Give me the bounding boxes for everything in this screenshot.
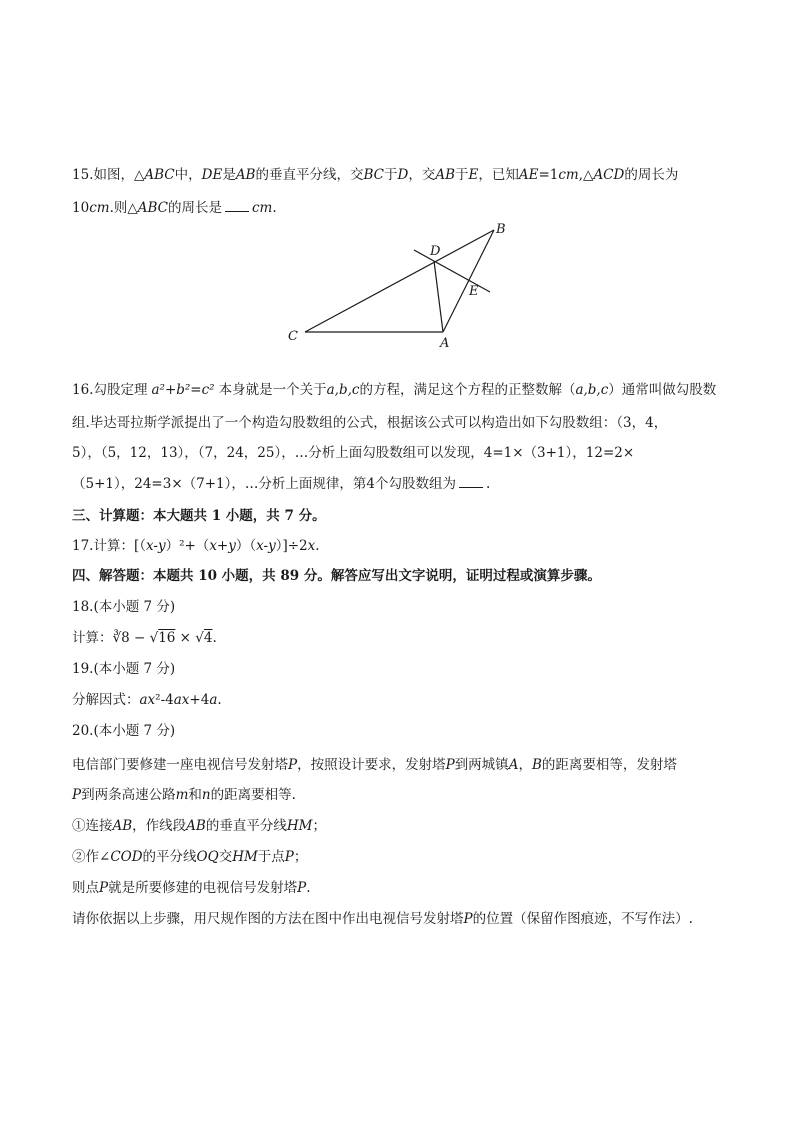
var-e: E xyxy=(468,167,479,183)
unit-cm: cm xyxy=(252,200,273,216)
q20-text: ，作线段 xyxy=(132,818,187,834)
unit-cm: cm xyxy=(558,167,579,183)
label-e: E xyxy=(469,284,479,299)
q20-text: 到两条高速公路 xyxy=(81,787,176,803)
var-abc: ABC xyxy=(144,167,175,183)
var-b: B xyxy=(531,757,542,773)
var-p: P xyxy=(284,849,294,865)
q15-text: . xyxy=(272,200,277,216)
q20-heading: 20.(本小题 7 分) xyxy=(72,723,176,739)
q17-text: . xyxy=(315,538,320,554)
q16-text: ）通常叫做勾股数 xyxy=(608,382,717,398)
section-3-heading: 三、计算题：本大题共 1 小题，共 7 分。 xyxy=(72,508,326,524)
var-ab: AB xyxy=(186,818,206,834)
var-ab: AB xyxy=(112,818,133,834)
side-cb xyxy=(305,230,494,332)
var-d: D xyxy=(397,167,409,183)
var-abc: ABC xyxy=(137,200,168,216)
q15-text: 的周长为 xyxy=(624,167,679,183)
q20-text: 交 xyxy=(218,849,233,865)
q19-text: . xyxy=(217,692,222,708)
q15-text: , xyxy=(578,167,584,183)
q20-text: ，按照设计要求，发射塔 xyxy=(297,757,446,773)
q20-text: . xyxy=(306,880,311,896)
q15-text: 是 xyxy=(222,167,236,183)
var-n: n xyxy=(201,787,211,803)
var-abc-list: a,b,c xyxy=(326,382,360,398)
q20-instruction xyxy=(72,909,693,929)
answer-blank[interactable] xyxy=(459,474,483,488)
q16-text: 16.勾股定理 xyxy=(72,382,148,398)
var-de: DE xyxy=(201,167,223,183)
q20-text: 和 xyxy=(188,787,202,803)
q20-text: 电信部门要修建一座电视信号发射塔 xyxy=(72,757,288,773)
q20-text: ； xyxy=(293,849,308,865)
var-p: P xyxy=(445,757,455,773)
var-p: P xyxy=(297,880,307,896)
q16-line-2: 组.毕达哥拉斯学派提出了一个构造勾股数组的公式，根据该公式可以构造出如下勾股数组：（3，4， xyxy=(72,415,668,431)
label-a: A xyxy=(440,336,450,351)
q15-text: 10 xyxy=(72,200,90,216)
var-abc-list: a,b,c xyxy=(575,382,609,398)
q20-text: 于点 xyxy=(257,849,285,865)
var-m: m xyxy=(175,787,189,803)
pythagorean-formula: a²+b²=c² xyxy=(151,382,215,398)
var-acd: ACD xyxy=(593,167,625,183)
expr-x-minus-y: x-y xyxy=(256,538,276,554)
q15-text: 于 xyxy=(384,167,398,183)
radical: × √ xyxy=(175,630,204,646)
q16-line-3: 5），（5，12，13），（7，24，25），…分析上面勾股数组可以发现，4=1×（3+1），12=2× xyxy=(72,445,635,461)
q20-step-1 xyxy=(72,816,326,836)
q15-text: 中， xyxy=(174,167,202,183)
q15-text: .则△ xyxy=(109,200,138,216)
q16-line-1 xyxy=(72,380,716,400)
q20-text: 的垂直平分线 xyxy=(205,818,287,834)
var-p: P xyxy=(463,911,473,927)
q18-heading: 18.(本小题 7 分) xyxy=(72,599,176,615)
q19-text: ²-4 xyxy=(155,692,174,708)
q15-text: 的周长是 xyxy=(168,200,222,216)
q20-line-2 xyxy=(72,785,296,805)
q19-expression xyxy=(72,690,222,710)
q20-text: 的平分线 xyxy=(142,849,197,865)
q15-line-1 xyxy=(72,165,678,185)
q20-text: 的距离要相等，发射塔 xyxy=(541,757,677,773)
var-hm: HM xyxy=(286,818,313,834)
term: a xyxy=(209,692,218,708)
term: ax xyxy=(139,692,156,708)
q15-text: 于 xyxy=(455,167,469,183)
q17-text: ）（ xyxy=(235,538,257,554)
q20-text: 则点 xyxy=(72,880,99,896)
var-oq: OQ xyxy=(196,849,219,865)
q20-line-1 xyxy=(72,755,677,775)
q16-text: 的方程，满足这个方程的正整数解（ xyxy=(359,382,576,398)
q18-expression xyxy=(72,628,217,648)
var-a: A xyxy=(508,757,519,773)
q18-label: 计算： xyxy=(72,630,113,646)
label-c: C xyxy=(288,329,298,344)
side-ab xyxy=(443,230,494,332)
segment-da xyxy=(434,261,443,332)
q16-text: . xyxy=(485,476,491,492)
var-p: P xyxy=(72,787,82,803)
q20-text: ②作∠ xyxy=(72,849,111,865)
q20-text: 就是所要修建的电视信号发射塔 xyxy=(108,880,298,896)
var-x: x xyxy=(307,538,316,554)
radicand: 16 xyxy=(158,630,176,646)
answer-blank[interactable] xyxy=(225,198,249,212)
q20-step-2 xyxy=(72,847,307,867)
label-d: D xyxy=(430,244,441,259)
q18-text: . xyxy=(212,630,217,646)
triangle-figure xyxy=(280,218,520,353)
q19-label: 分解因式： xyxy=(72,692,140,708)
q15-text: 15.如图， xyxy=(72,167,134,183)
perpendicular-bisector-de xyxy=(414,250,490,292)
radicand: 4 xyxy=(203,630,213,646)
var-p: P xyxy=(288,757,298,773)
q20-text: 的位置（保留作图痕迹，不写作法）. xyxy=(472,911,693,927)
q20-text: 到两城镇 xyxy=(454,757,509,773)
var-ab: AB xyxy=(435,167,455,183)
var-cod: COD xyxy=(110,849,143,865)
var-ae: AE xyxy=(518,167,539,183)
q17-line xyxy=(72,536,320,556)
triangle-symbol: △ xyxy=(583,167,594,183)
q20-text: ①连接 xyxy=(72,818,113,834)
q15-line-2 xyxy=(72,198,277,218)
var-p: P xyxy=(99,880,109,896)
q17-text: ）]÷2 xyxy=(275,538,308,554)
q20-text: ， xyxy=(518,757,532,773)
q17-text: 17.计算：[（ xyxy=(72,538,146,554)
q20-text: ； xyxy=(312,818,326,834)
label-b: B xyxy=(496,222,506,237)
unit-cm: cm xyxy=(89,200,110,216)
term: ax xyxy=(173,692,190,708)
q16-text: 本身就是一个关于 xyxy=(218,382,327,398)
q16-line-4 xyxy=(72,474,490,494)
q15-text: 的垂直平分线，交 xyxy=(255,167,364,183)
expr-x-plus-y: x+y xyxy=(209,538,236,554)
triangle-symbol: △ xyxy=(133,167,145,183)
var-hm: HM xyxy=(232,849,258,865)
q15-text: =1 xyxy=(538,167,559,183)
q20-text: 请你依据以上步骤，用尺规作图的方法在图中作出电视信号发射塔 xyxy=(72,911,464,927)
var-bc: BC xyxy=(363,167,384,183)
q15-text: ，已知 xyxy=(478,167,519,183)
radical: ∛8 − √ xyxy=(112,630,159,646)
q15-text: ，交 xyxy=(408,167,436,183)
q16-text: （5+1），24=3×（7+1），…分析上面规律，第4个勾股数组为 xyxy=(72,476,456,492)
section-4-heading: 四、解答题：本题共 10 小题，共 89 分。解答应写出文字说明，证明过程或演算步骤。 xyxy=(72,568,601,584)
q17-text: ）²+（ xyxy=(165,538,210,554)
q20-conclusion xyxy=(72,878,310,898)
var-ab: AB xyxy=(235,167,256,183)
q20-text: 的距离要相等. xyxy=(210,787,296,803)
q19-heading: 19.(本小题 7 分) xyxy=(72,661,176,677)
q19-text: +4 xyxy=(189,692,210,708)
expr-x-minus-y: x-y xyxy=(146,538,166,554)
